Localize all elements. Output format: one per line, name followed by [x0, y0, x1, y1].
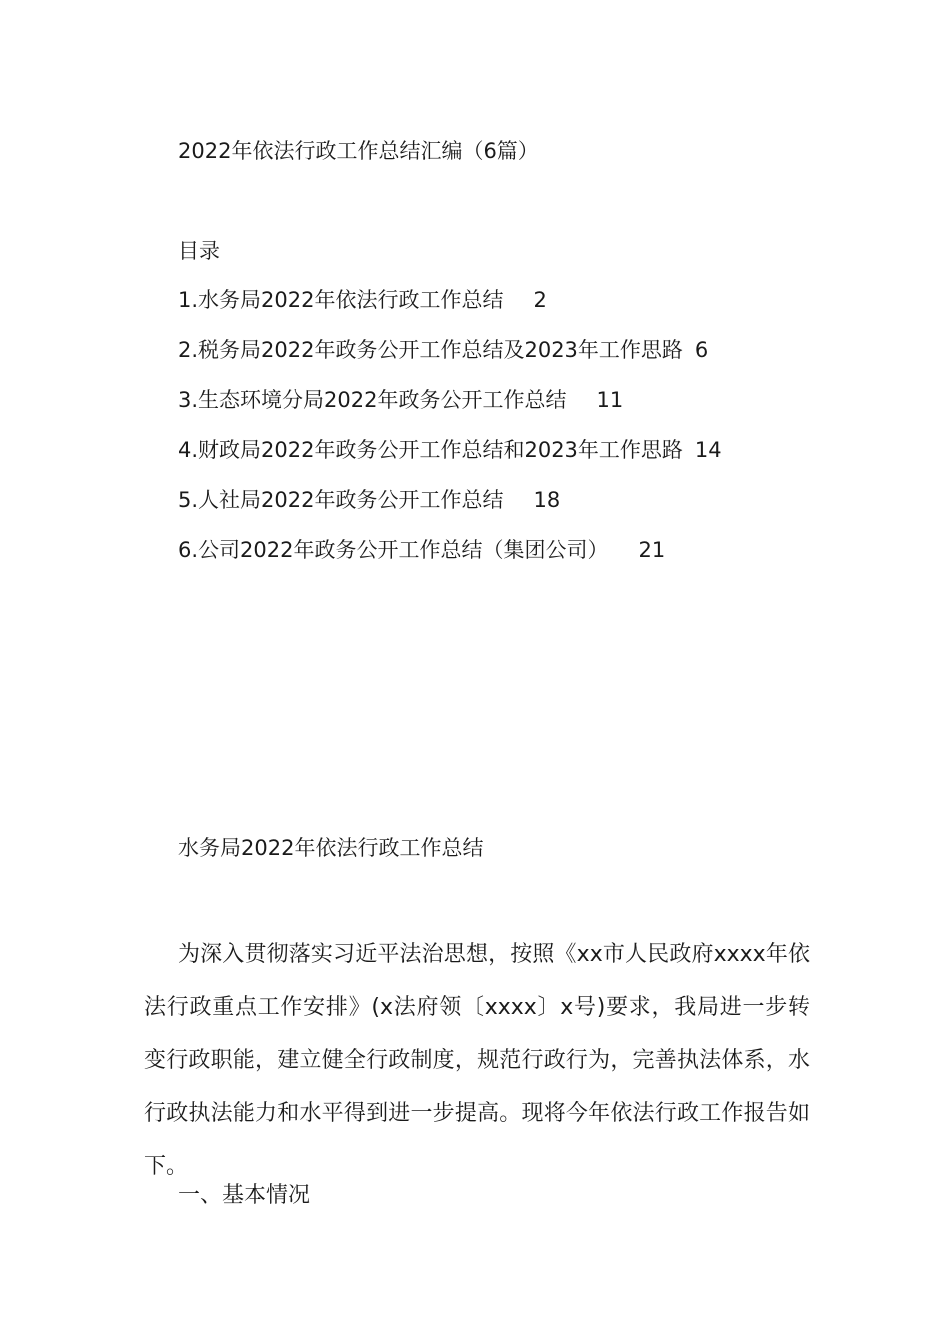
toc-item-page: 18 [533, 488, 561, 512]
toc-heading: 目录 [178, 239, 220, 263]
toc-item[interactable] [178, 285, 722, 335]
toc-item-page: 14 [694, 438, 722, 462]
toc-item-label: 3.生态环境分局2022年政务公开工作总结 [178, 388, 567, 412]
toc-item[interactable] [178, 435, 722, 485]
toc-item-label: 5.人社局2022年政务公开工作总结 [178, 488, 504, 512]
toc-item-page: 6 [694, 338, 709, 362]
toc-item[interactable] [178, 535, 722, 585]
document-title: 2022年依法行政工作总结汇编（6篇） [178, 139, 539, 163]
toc-item-label: 4.财政局2022年政务公开工作总结和2023年工作思路 [178, 438, 683, 462]
toc-item[interactable] [178, 335, 722, 385]
body-paragraph: 为深入贯彻落实习近平法治思想，按照《xx市人民政府xxxx年依法行政重点工作安排》(x法府领〔xxxx〕x号)要求，我局进一步转变行政职能，建立健全行政制度，规范行政行为，完善执法体系，水行政执法能力和水平得到进一步提高。现将今年依法行政工作报告如下。 [144, 942, 810, 1179]
table-of-contents [178, 285, 722, 585]
toc-item-label: 2.税务局2022年政务公开工作总结及2023年工作思路 [178, 338, 683, 362]
toc-item[interactable] [178, 385, 722, 435]
toc-item-label: 6.公司2022年政务公开工作总结（集团公司） [178, 538, 609, 562]
subheading: 一、基本情况 [178, 1183, 311, 1208]
section-title: 水务局2022年依法行政工作总结 [178, 836, 484, 860]
toc-item-page: 21 [638, 538, 666, 562]
toc-item-label: 1.水务局2022年依法行政工作总结 [178, 288, 504, 312]
toc-item-page: 11 [596, 388, 624, 412]
toc-item-page: 2 [533, 288, 547, 312]
toc-item[interactable] [178, 485, 722, 535]
